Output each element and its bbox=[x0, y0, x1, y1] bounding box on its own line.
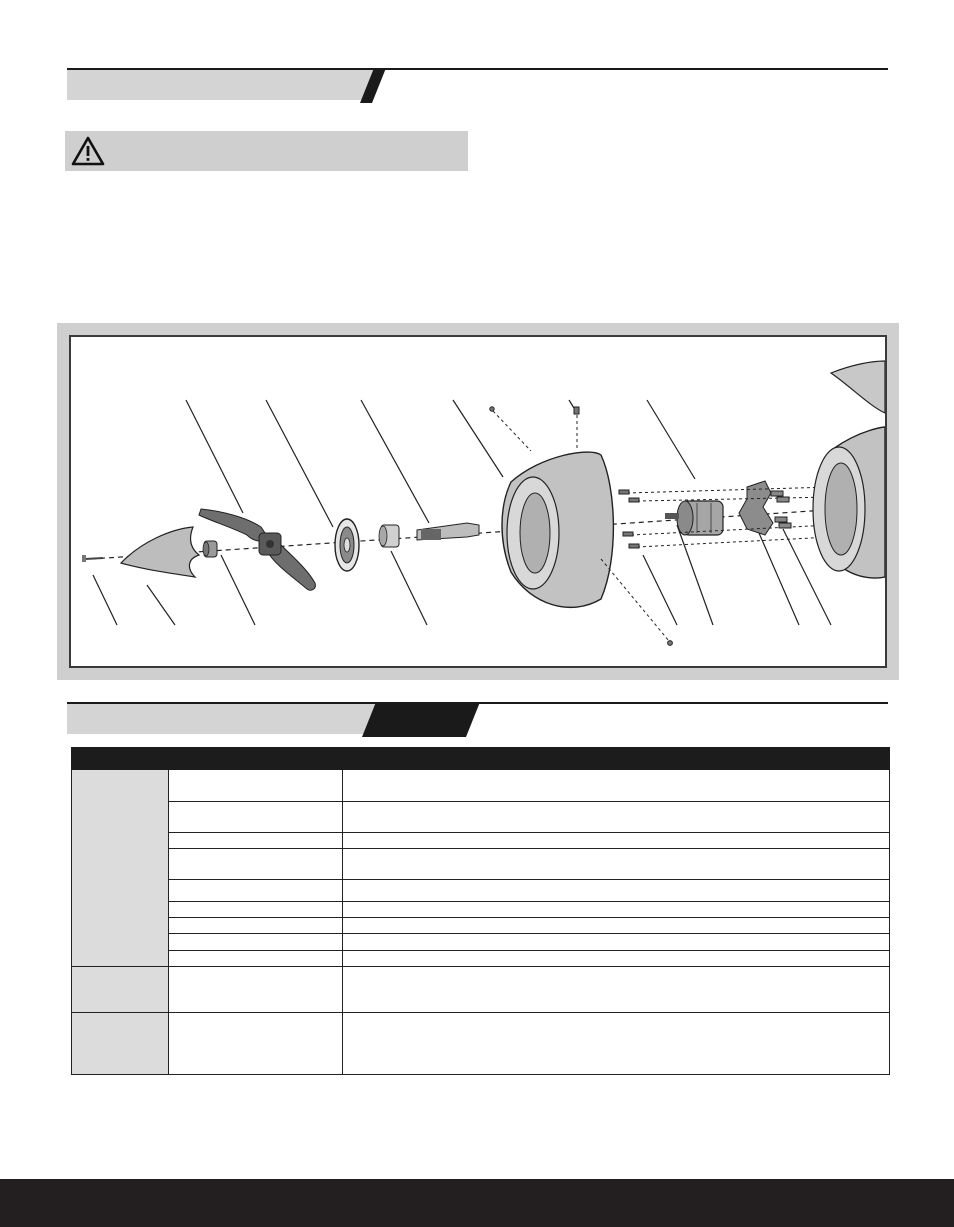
table-row bbox=[72, 849, 890, 880]
collet-adapter bbox=[379, 525, 399, 547]
spinner-screw-icon bbox=[82, 555, 103, 562]
mount-screws bbox=[619, 487, 831, 548]
spec-group-cell bbox=[72, 1013, 169, 1075]
spec-label-cell bbox=[169, 951, 343, 967]
spec-label-cell bbox=[169, 918, 343, 934]
section-tab-slant bbox=[360, 68, 386, 103]
fuselage-nose bbox=[813, 361, 885, 578]
spinner-backplate bbox=[335, 519, 359, 571]
spec-group-cell bbox=[72, 770, 169, 967]
spec-value-cell bbox=[343, 802, 890, 833]
table-row bbox=[72, 802, 890, 833]
spec-value-cell bbox=[343, 967, 890, 1013]
exploded-diagram-drawing bbox=[71, 337, 885, 666]
table-row bbox=[72, 1013, 890, 1075]
motor bbox=[665, 501, 723, 535]
spec-table-header-cell bbox=[72, 748, 890, 770]
spec-value-cell bbox=[343, 1013, 890, 1075]
footer-bar bbox=[0, 1179, 954, 1227]
leader-lines-top bbox=[186, 400, 695, 527]
section-tab bbox=[67, 704, 385, 734]
spec-label-cell bbox=[169, 802, 343, 833]
table-row bbox=[72, 951, 890, 967]
spec-table-header bbox=[72, 748, 890, 770]
spec-label-cell bbox=[169, 902, 343, 918]
spec-label-cell bbox=[169, 967, 343, 1013]
spec-table bbox=[71, 747, 890, 1075]
spec-label-cell bbox=[169, 770, 343, 802]
spec-value-cell bbox=[343, 934, 890, 951]
table-row bbox=[72, 967, 890, 1013]
spec-value-cell bbox=[343, 902, 890, 918]
warning-box bbox=[65, 131, 468, 171]
spec-value-cell bbox=[343, 833, 890, 849]
table-row bbox=[72, 934, 890, 951]
warning-triangle-icon bbox=[71, 136, 105, 166]
spec-value-cell bbox=[343, 770, 890, 802]
spec-value-cell bbox=[343, 918, 890, 934]
spec-value-cell bbox=[343, 880, 890, 902]
section-tab bbox=[67, 70, 373, 100]
spec-group-cell bbox=[72, 967, 169, 1013]
prop-shaft bbox=[417, 523, 479, 540]
spec-label-cell bbox=[169, 880, 343, 902]
table-row bbox=[72, 902, 890, 918]
spec-label-cell bbox=[169, 833, 343, 849]
table-row bbox=[72, 918, 890, 934]
spec-value-cell bbox=[343, 951, 890, 967]
spec-label-cell bbox=[169, 849, 343, 880]
spec-value-cell bbox=[343, 849, 890, 880]
table-row bbox=[72, 880, 890, 902]
spinner-cone bbox=[121, 527, 199, 577]
spec-label-cell bbox=[169, 1013, 343, 1075]
prop-nut bbox=[203, 541, 217, 557]
table-row bbox=[72, 770, 890, 802]
section-tab-dark-block bbox=[362, 702, 480, 737]
table-row bbox=[72, 833, 890, 849]
leader-lines-bottom bbox=[93, 525, 831, 625]
spec-label-cell bbox=[169, 934, 343, 951]
exploded-diagram bbox=[69, 335, 887, 668]
cowl bbox=[502, 452, 613, 607]
exploded-diagram-frame bbox=[57, 323, 899, 680]
